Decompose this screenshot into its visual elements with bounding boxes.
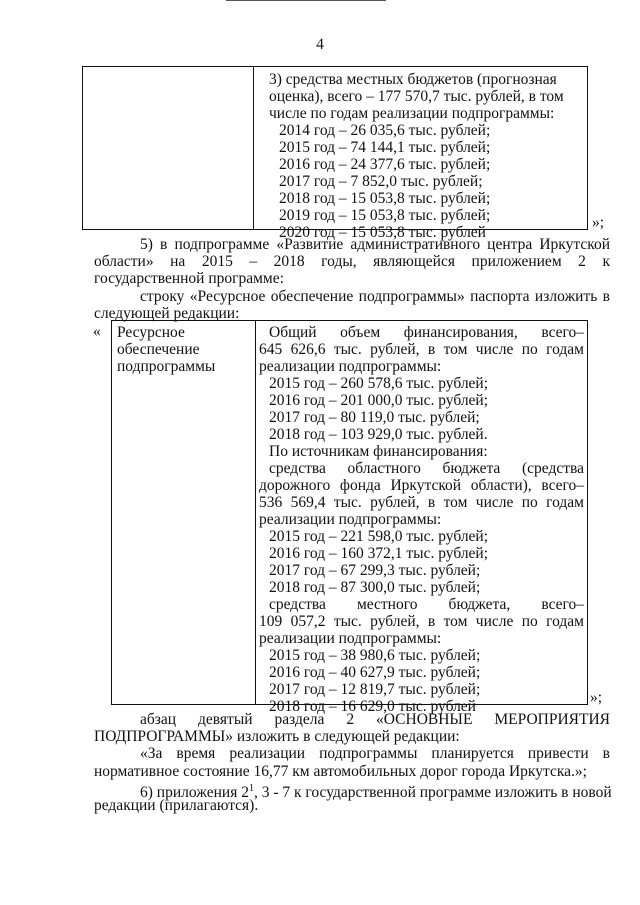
text-line: «За время реализации подпрограммы планируется привести в [140,745,610,763]
table-line: 2016 год – 160 372,1 тыс. рублей; [269,545,489,562]
page-number: 4 [316,36,324,53]
text-line: нормативное состояние 16,77 км автомобильных дорог города Иркутска.»; [94,762,587,780]
table-line: 2017 год – 80 119,0 тыс. рублей; [269,409,480,426]
table-line: 2018 год – 103 929,0 тыс. рублей. [269,426,488,443]
text-span: 6) приложения 2 [140,783,249,801]
text-line: следующей редакции: [94,304,240,322]
table-line: 2017 год – 12 819,7 тыс. рублей; [269,681,481,698]
table-line: 2016 год – 24 377,6 тыс. рублей; [279,156,491,173]
text-span: , 3 - 7 к государственной программе изложить в новой [253,783,612,801]
closing-quote-2: »; [590,689,603,706]
table-line: 2017 год – 7 852,0 тыс. рублей; [279,173,483,190]
table-label-cell [112,321,256,704]
table-line: 109 057,2 тыс. рублей, в том числе по годам [259,613,584,630]
table-line: реализации подпрограммы: [259,511,442,528]
funding-table-local-budgets [82,66,588,241]
table-line: 2016 год – 40 627,9 тыс. рублей; [269,664,481,681]
table-line: 3) средства местных бюджетов (прогнозная [269,71,557,88]
text-line: абзац девятый раздела 2 «ОСНОВНЫЕ МЕРОПРИЯТИЯ [140,711,610,728]
label-line: Ресурсное [117,324,185,341]
table-line: 2020 год – 15 053,8 тыс. рублей [279,224,486,241]
table-right-cell [269,71,587,241]
table-line: 2017 год – 67 299,3 тыс. рублей; [269,562,481,579]
superscript: 1 [248,782,254,794]
paragraph-6-line [94,780,612,801]
table-line: средства местного бюджета, всего– [269,596,584,613]
closing-quote-1: »; [592,214,605,231]
header-rule [226,0,386,1]
table-line: дорожного фонда Иркутской области), всего– [259,477,584,494]
text-line: ПОДПРОГРАММЫ» изложить в следующей редакции: [94,728,460,746]
table-left-cell [83,67,254,229]
table-line: числе по годам реализации подпрограммы: [269,105,555,122]
table-line: средства областного бюджета (средства [269,460,584,477]
text-line: области» на 2015 – 2018 годы, являющейся приложением 2 к [94,253,610,271]
table-value-cell [259,324,584,715]
table-line: 2018 год – 15 053,8 тыс. рублей; [279,190,491,207]
table-line: 2015 год – 38 980,6 тыс. рублей; [269,647,481,664]
table-line: 2015 год – 74 144,1 тыс. рублей; [279,139,491,156]
table-line: оценка), всего – 177 570,7 тыс. рублей, в том [269,88,564,105]
label-line: подпрограммы [117,358,216,375]
opening-quote: « [93,323,101,340]
table-line: 2015 год – 260 578,6 тыс. рублей; [269,375,489,392]
table-line: 2019 год – 15 053,8 тыс. рублей; [279,207,491,224]
table-line: 645 626,6 тыс. рублей, в том числе по годам [259,341,584,358]
paragraph-section-2 [94,711,610,814]
resource-provision-table [111,320,588,715]
label-line: обеспечение [117,341,200,358]
text-line: 5) в подпрограмме «Развитие административного центра Иркутской [140,236,610,253]
table-line: 2015 год – 221 598,0 тыс. рублей; [269,528,489,545]
table-line: 2018 год – 87 300,0 тыс. рублей; [269,579,481,596]
table-line: реализации подпрограммы: [259,358,442,375]
table-line: По источникам финансирования: [269,443,488,460]
text-line: редакции (прилагаются). [94,796,259,814]
table-line: реализации подпрограммы: [259,630,442,647]
table-line: 2018 год – 16 629,0 тыс. рублей [269,698,476,715]
table-line: 536 569,4 тыс. рублей, в том числе по годам [259,494,584,511]
paragraph-5 [94,236,610,322]
table-line: 2014 год – 26 035,6 тыс. рублей; [279,122,491,139]
table-line: Общий объем финансирования, всего– [269,324,584,341]
text-line: строку «Ресурсное обеспечение подпрограммы» паспорта изложить в [140,287,610,305]
text-line: государственной программе: [94,270,284,288]
table-line: 2016 год – 201 000,0 тыс. рублей; [269,392,489,409]
